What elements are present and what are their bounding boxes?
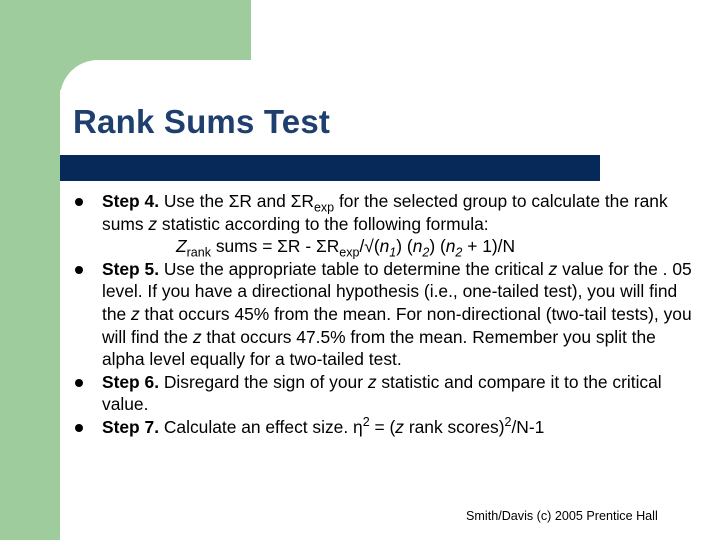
slide-footer: Smith/Davis (c) 2005 Prentice Hall bbox=[466, 509, 658, 523]
sigma-r-exp: ΣR bbox=[290, 191, 314, 211]
formula-text: ) ( bbox=[396, 236, 413, 257]
formula-subscript: rank bbox=[186, 245, 211, 260]
bullet-list bbox=[73, 190, 693, 439]
formula-n: n bbox=[379, 236, 390, 257]
z-variable: z bbox=[148, 213, 158, 234]
superscript: 2 bbox=[504, 415, 512, 430]
formula-text: /√( bbox=[359, 236, 380, 257]
formula-text: + 1)/N bbox=[462, 236, 516, 257]
bullet-step-5 bbox=[73, 258, 693, 371]
step-label: Step 4. bbox=[102, 191, 160, 211]
slide-title: Rank Sums Test bbox=[73, 103, 331, 140]
formula-z: Z bbox=[176, 236, 187, 257]
formula-subscript: exp bbox=[339, 245, 360, 260]
formula-text: sums = ΣR - ΣR bbox=[210, 236, 340, 257]
formula-n: n bbox=[412, 236, 423, 257]
formula-subscript: 2 bbox=[422, 245, 430, 260]
step-text: for the selected group to calculate the rank sums bbox=[102, 191, 668, 234]
step-text: and bbox=[251, 191, 291, 211]
step-text: Calculate an effect size. η bbox=[159, 416, 363, 437]
step-text: that occurs 47.5% from the mean. Remember you split the alpha level equally for a two-tailed test. bbox=[102, 326, 656, 370]
step-text: statistic and compare it to the critical value. bbox=[102, 371, 662, 415]
step-text: rank scores) bbox=[403, 416, 505, 437]
step-text: Use the appropriate table to determine the critical bbox=[159, 258, 549, 279]
step-label: Step 5. bbox=[102, 258, 160, 279]
step-label: Step 7. bbox=[102, 416, 160, 437]
rank-sums-formula bbox=[102, 235, 693, 258]
formula-subscript: 2 bbox=[455, 245, 463, 260]
subscript: exp bbox=[313, 200, 335, 215]
superscript: 2 bbox=[362, 415, 370, 430]
z-variable: z bbox=[395, 416, 404, 437]
bullet-step-7 bbox=[73, 416, 693, 439]
step-text: = ( bbox=[369, 416, 396, 437]
z-variable: z bbox=[548, 258, 558, 279]
sigma-r: ΣR bbox=[228, 191, 252, 211]
bullet-dot-icon bbox=[75, 379, 83, 387]
bullet-dot-icon bbox=[75, 424, 83, 432]
step-label: Step 6. bbox=[102, 371, 160, 392]
bullet-dot-icon bbox=[75, 198, 83, 206]
bullet-step-4 bbox=[73, 190, 693, 258]
bullet-dot-icon bbox=[75, 266, 83, 274]
title-underline-bar bbox=[60, 155, 600, 181]
step-text: value for the . 05 level. If you have a directional hypothesis (i.e., one-tailed test), you will find the bbox=[102, 258, 692, 324]
bullet-step-6 bbox=[73, 371, 693, 416]
step-text: Use the bbox=[159, 191, 229, 211]
formula-subscript: 1 bbox=[389, 245, 397, 260]
step-text: /N-1 bbox=[511, 416, 545, 437]
step-text: Disregard the sign of your bbox=[159, 371, 368, 392]
formula-n: n bbox=[445, 236, 456, 257]
z-variable: z bbox=[131, 303, 140, 324]
formula-text: ) ( bbox=[429, 236, 446, 257]
step-text: statistic according to the following formula: bbox=[157, 213, 489, 234]
step-text: that occurs 45% from the mean. For non-directional (two-tail tests), you will find the bbox=[102, 303, 692, 347]
z-variable: z bbox=[367, 371, 377, 392]
z-variable: z bbox=[192, 326, 202, 347]
